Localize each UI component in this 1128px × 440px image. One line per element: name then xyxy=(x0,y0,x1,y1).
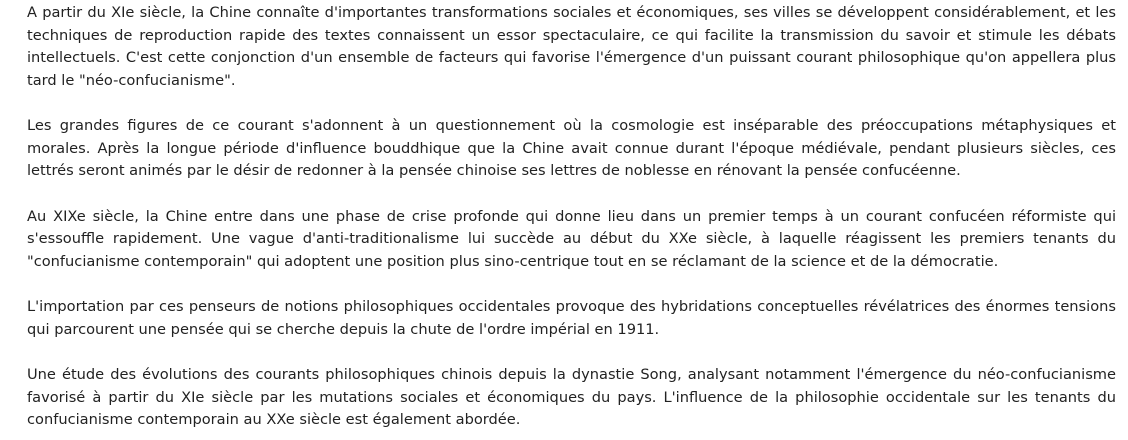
paragraph-nineteenth-century-crisis: Au XIXe siècle, la Chine entre dans une phase de crise profonde qui donne lieu dans un premier temps à un courant confucéen réformiste qui s'essouffle rapidement. Une vague d'anti-traditionalisme lui succède au début du XXe siècle, à laquelle réagissent les premiers tenants du "confucianisme contemporain" qui adoptent une position plus sino-centrique tout en se réclamant de la science et de la démocratie. xyxy=(27,207,1116,270)
paragraph-song-dynasty-transformations: A partir du XIe siècle, la Chine connaîte d'importantes transformations sociales et économiques, ses villes se développent considérablement, et les techniques de reproduction rapide des textes connaissent un essor spectaculaire, ce qui facilite la transmission du savoir et stimule les débats intellectuels. C'est cette conjonction d'un ensemble de facteurs qui favorise l'émergence d'un puissant courant philosophique qu'on appellera plus tard le "néo-confucianisme". xyxy=(27,4,1116,89)
paragraph-study-summary: Une étude des évolutions des courants philosophiques chinois depuis la dynastie Song, analysant notamment l'émergence du néo-confucianisme favorisé à partir du XIe siècle par les mutations sociales et économiques du pays. L'influence de la philosophie occidentale sur les tenants du confucianisme contemporain au XXe siècle est également abordée. xyxy=(27,366,1116,428)
paragraph-western-influence: L'importation par ces penseurs de notions philosophiques occidentales provoque des hybridations conceptuelles révélatrices des énormes tensions qui parcourent une pensée qui se cherche depuis la chute de l'ordre impérial en 1911. xyxy=(27,298,1116,338)
paragraph-cosmology-and-morals: Les grandes figures de ce courant s'adonnent à un questionnement où la cosmologie est inséparable des préoccupations métaphysiques et morales. Après la longue période d'influence bouddhique que la Chine avait connue durant l'époque médiévale, pendant plusieurs siècles, ces lettrés seront animés par le désir de redonner à la pensée chinoise ses lettres de noblesse en rénovant la pensée confucéenne. xyxy=(27,117,1116,179)
